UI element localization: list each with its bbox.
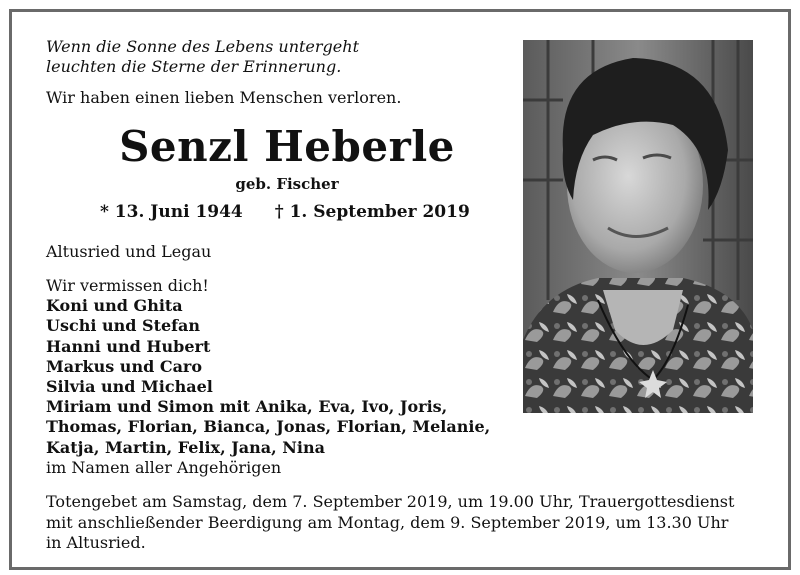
place-of-residence: Altusried und Legau <box>46 242 212 261</box>
deceased-name: Senzl Heberle <box>119 122 455 171</box>
funeral-notice <box>46 492 766 554</box>
mourner-line: Koni und Ghita <box>46 296 183 316</box>
mourner-line: Miriam und Simon mit Anika, Eva, Ivo, Joris, <box>46 397 448 417</box>
mourners-list <box>46 276 516 478</box>
verse-line: leuchten die Sterne der Erinnerung. <box>46 56 342 76</box>
mourner-line: Markus und Caro <box>46 356 203 376</box>
memorial-verse <box>46 37 476 76</box>
intro-text: Wir haben einen lieben Menschen verloren. <box>46 88 402 107</box>
notice-line: in Altusried. <box>46 533 146 552</box>
portrait-photo <box>523 40 753 413</box>
mourner-line: Katja, Martin, Felix, Jana, Nina <box>46 437 325 457</box>
notice-line: mit anschließender Beerdigung am Montag, dem 9. September 2019, um 13.30 Uhr <box>46 512 729 532</box>
mourner-line: Hanni und Hubert <box>46 336 211 356</box>
mourner-line: Thomas, Florian, Bianca, Jonas, Florian, Melanie, <box>46 417 491 437</box>
birth-name: geb. Fischer <box>235 175 339 193</box>
mourners-outro: im Namen aller Angehörigen <box>46 457 282 477</box>
notice-line: Totengebet am Samstag, dem 7. September 2019, um 19.00 Uhr, Trauergottesdienst <box>46 492 735 511</box>
mourner-line: Uschi und Stefan <box>46 316 201 336</box>
birth-date: * 13. Juni 1944 <box>100 202 243 222</box>
mourner-line: Silvia und Michael <box>46 377 213 397</box>
verse-line: Wenn die Sonne des Lebens untergeht <box>46 37 359 56</box>
life-dates <box>100 202 470 222</box>
death-date: † 1. September 2019 <box>274 202 470 222</box>
mourners-intro: Wir vermissen dich! <box>46 276 209 295</box>
